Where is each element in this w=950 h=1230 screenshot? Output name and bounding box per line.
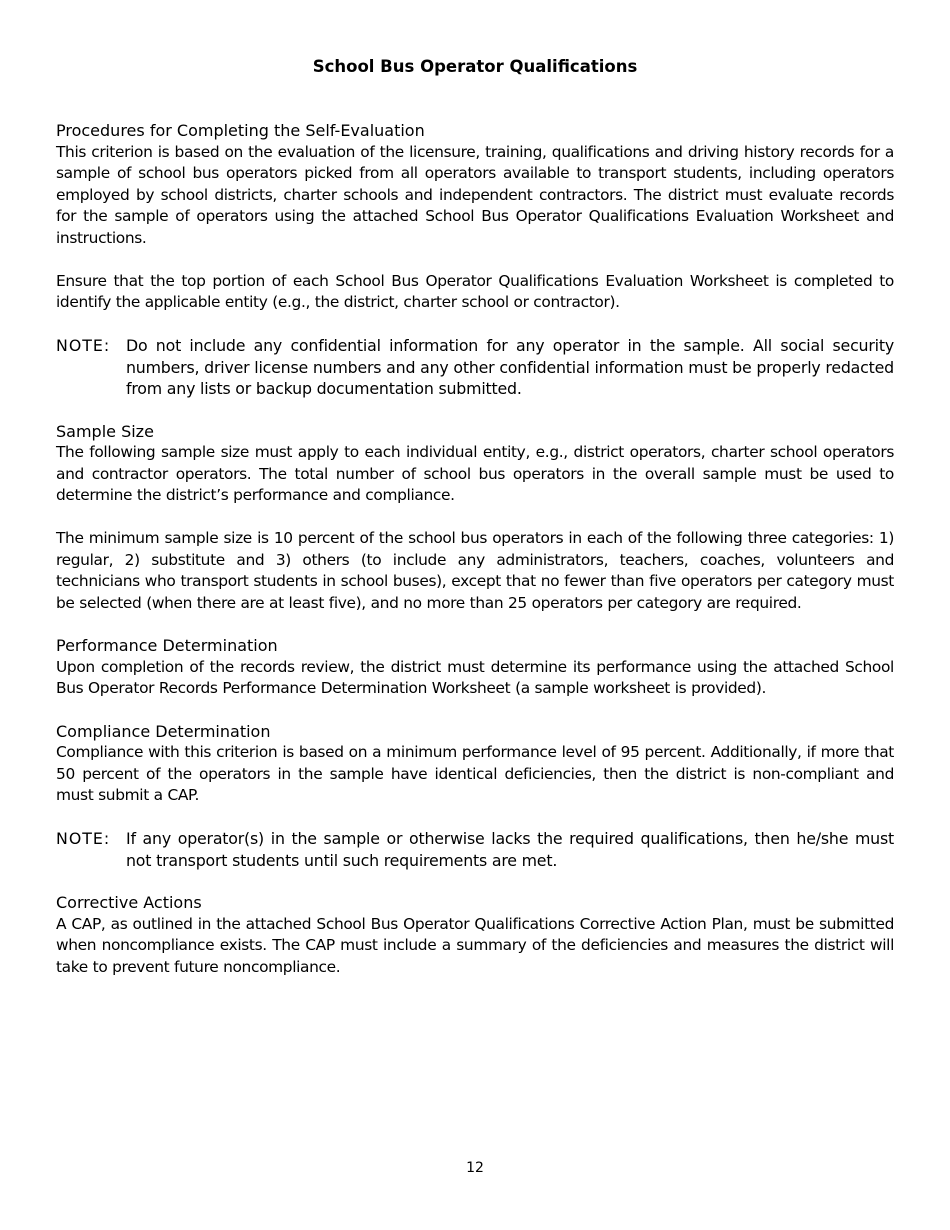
compliance-heading: Compliance Determination — [56, 721, 271, 741]
performance-section — [56, 635, 894, 700]
page-number: 12 — [466, 1160, 484, 1176]
note-label: NOTE: — [56, 336, 111, 355]
page-title: School Bus Operator Qualifications — [312, 57, 638, 76]
procedures-paragraph-2: Ensure that the top portion of each School Bus Operator Qualifications Evaluation Worksheet is completed to identify the applicable entity (e.g., the district, charter school or contractor). — [56, 271, 894, 311]
spacer — [56, 807, 894, 829]
corrective-paragraph: A CAP, as outlined in the attached School Bus Operator Qualifications Corrective Action Plan, must be submitted when noncompliance exists. The CAP must include a summary of the deficiencies and measures the district will take to prevent future noncompliance. — [56, 914, 894, 976]
note-text: Do not include any confidential information for any operator in the sample. All social security numbers, driver license numbers and any other confidential information must be properly redacted from any lists or backup documentation submitted. — [126, 336, 894, 398]
corrective-section — [56, 892, 894, 978]
procedures-heading: Procedures for Completing the Self-Evaluation — [56, 121, 425, 140]
performance-heading: Performance Determination — [56, 636, 278, 655]
performance-paragraph: Upon completion of the records review, the district must determine its performance using the attached School Bus Operator Records Performance Determination Worksheet (a sample worksheet is provided). — [56, 657, 894, 697]
procedures-paragraph-1: This criterion is based on the evaluation of the licensure, training, qualifications and driving history records for a sample of school bus operators picked from all operators available to transport students, including operators employed by school districts, charter schools and independent contractors. The district must evaluate records for the sample of operators using the attached School Bus Operator Qualifications Evaluation Worksheet and instructions. — [56, 142, 894, 247]
procedures-section — [56, 120, 894, 400]
sample-size-section — [56, 421, 894, 615]
confidentiality-note — [56, 335, 894, 400]
spacer — [56, 314, 894, 336]
note-label: NOTE: — [56, 829, 111, 848]
compliance-paragraph: Compliance with this criterion is based on a minimum performance level of 95 percent. Additionally, if more that 50 percent of the operators in the sample have identical deficiencies, then the district is non-compliant and must submit a CAP. — [56, 743, 894, 804]
sample-size-paragraph-2: The minimum sample size is 10 percent of the school bus operators in each of the following three categories: 1) regular, 2) substitute and 3) others (to include any administrators, teachers, coaches, volunteers and technicians who transport students in school buses), except that no fewer than five operators per category must be selected (when there are at least five), and no more than 25 operators per category are required. — [56, 529, 894, 612]
sample-size-heading: Sample Size — [56, 421, 154, 441]
compliance-section — [56, 721, 894, 872]
document-page — [56, 56, 894, 978]
note-text: If any operator(s) in the sample or otherwise lacks the required qualifications, then he/she must not transport students until such requirements are met. — [126, 829, 894, 870]
corrective-heading: Corrective Actions — [56, 893, 202, 912]
sample-size-paragraph-1: The following sample size must apply to each individual entity, e.g., district operators, charter school operators and contractor operators. The total number of school bus operators in the overall sample must be used to determine the district’s performance and compliance. — [56, 443, 894, 504]
qualifications-note — [56, 828, 894, 871]
